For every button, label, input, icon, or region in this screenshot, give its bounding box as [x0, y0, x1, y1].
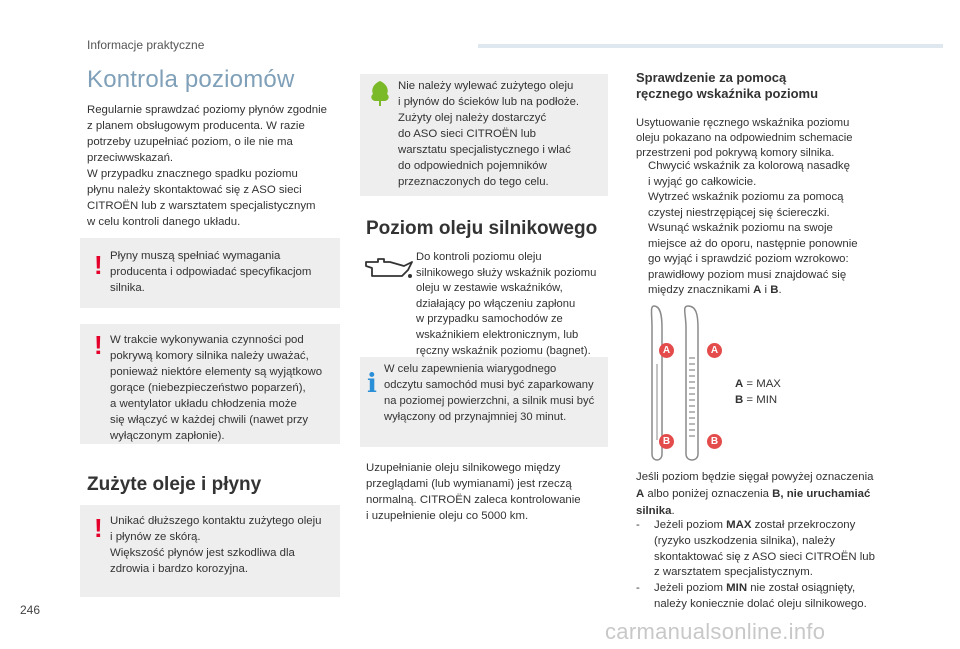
- warning-icon: !: [94, 513, 103, 543]
- and-text: i: [761, 284, 771, 296]
- cond-warning: , nie uruchamiać: [780, 488, 871, 500]
- sub-text-2: [654, 581, 867, 613]
- info-text: W celu zapewnienia wiarygodnego odczytu samochód musi być zaparkowany na poziomej powierzchni, a silnik musi być wyłączony od przynajmniej 30 minut.: [384, 363, 595, 423]
- condition-line-2: [636, 486, 916, 503]
- warning-box-engine: [80, 324, 340, 444]
- marker-a-right: A: [707, 343, 722, 358]
- warning-box-fluids: [80, 238, 340, 308]
- condition-line-1: Jeśli poziom będzie sięgał powyżej oznaczenia: [636, 471, 874, 483]
- sub1-a: Jeżeli poziom: [654, 519, 727, 531]
- list-item: [636, 518, 916, 581]
- dash-marker: -: [636, 519, 640, 531]
- marker-b-left: B: [659, 434, 674, 449]
- intro-text: Regularnie sprawdzać poziomy płynów zgodnie z planem obsługowym producenta. W razie potrzeby uzupełniać poziom, o ile nie ma przeciwwskazań. W przypadku znacznego spadku poziomu płynu należy skontaktować się z ASO sieci CITROËN lub z warsztatem specjalistycznym w celu kontroli danego układu.: [87, 104, 327, 228]
- warning-text: Płyny muszą spełniać wymagania producenta i odpowiadać specyfikacjom silnika.: [110, 250, 312, 294]
- oil-indicator-text: Do kontroli poziomu oleju silnikowego służy wskaźnik poziomu oleju w zestawie wskaźników, działający po włączeniu zapłonu w przypadku samochodów ze wskaźnikiem elektronicznym, lub ręczny wskaźnik poziomu (bagnet).: [416, 251, 597, 357]
- info-icon: i: [367, 369, 377, 399]
- eco-box: [360, 74, 608, 196]
- sub-text-1: [654, 518, 875, 581]
- dash-marker: -: [636, 582, 640, 595]
- sub-list: [636, 518, 916, 613]
- tree-icon: [368, 80, 392, 106]
- oil-can-icon: [364, 256, 414, 282]
- step-end: .: [778, 284, 782, 296]
- page-title: Kontrola poziomów: [87, 66, 295, 93]
- legend-min: [735, 392, 777, 408]
- eco-text: Nie należy wylewać zużytego oleju i płynów do ścieków lub na podłoże. Zużyty olej należy dostarczyć do ASO sieci CITROËN lub warsztatu specjalistycznego i wlać do odpowiednich pojemników przeznaczonych do tego celu.: [398, 80, 580, 188]
- section-header: Informacje praktyczne: [87, 38, 205, 52]
- page-number: 246: [20, 603, 41, 617]
- subsection-title: Sprawdzenie za pomocą ręcznego wskaźnika poziomu: [636, 70, 819, 101]
- legend-key-b: B: [735, 394, 744, 406]
- list-item: [636, 159, 916, 190]
- sub2-c: nie został osiągnięty, należy koniecznie dolać oleju silnikowego.: [654, 582, 867, 610]
- step-text: Chwycić wskaźnik za kolorową nasadkę i wyjąć go całkowicie.: [648, 160, 850, 188]
- cond-engine: silnika: [636, 505, 672, 517]
- legend-val-b: = MIN: [743, 394, 778, 406]
- sub1-c: został przekroczony (ryzyko uszkodzenia silnika), należy skontaktować się z ASO sieci CITROËN lub z warsztatem specjalistycznym.: [654, 519, 875, 579]
- sub2-min: MIN: [726, 582, 748, 595]
- refill-text: Uzupełnianie oleju silnikowego między przeglądami (lub wymianami) jest rzeczą normalną. CITROËN zaleca kontrolowanie i uzupełnienie oleju co 5000 km.: [366, 462, 581, 522]
- marker-a-left: A: [659, 343, 674, 358]
- legend-key-a: A: [735, 378, 744, 390]
- bullet-icon: [636, 190, 648, 221]
- dipstick-intro: Usytuowanie ręcznego wskaźnika poziomu oleju pokazano na odpowiednim schemacie przestrzeni pod pokrywą komory silnika.: [636, 117, 853, 159]
- warning-text: Unikać dłuższego kontaktu zużytego oleju i płynów ze skórą. Większość płynów jest szkodliwa dla zdrowia i bardzo korozyjna.: [110, 515, 322, 575]
- step-text: Wytrzeć wskaźnik poziomu za pomocą czystej niestrzępiącej się ściereczki.: [648, 191, 844, 219]
- cond-a: A: [636, 488, 645, 500]
- header-bar: [478, 44, 943, 48]
- watermark: carmanualsonline.info: [605, 619, 826, 644]
- condition-text: [636, 469, 916, 520]
- marker-ref-a: A: [753, 284, 762, 296]
- warning-icon: !: [94, 330, 103, 360]
- legend-max: [735, 376, 781, 392]
- bullet-icon: [636, 159, 648, 190]
- marker-b-right: B: [707, 434, 722, 449]
- list-item: [636, 581, 916, 613]
- step-text-main: Wsunąć wskaźnik poziomu na swoje miejsce aż do oporu, następnie ponownie go wyjąć i sprawdzić poziom wzrokowo: prawidłowy poziom musi znajdować się między znacznikami: [648, 222, 858, 296]
- legend-val-a: = MAX: [743, 378, 781, 390]
- list-item: [636, 190, 916, 221]
- cond-b: B: [772, 488, 781, 500]
- cond-dot: .: [671, 505, 675, 517]
- list-item: [636, 221, 916, 299]
- info-box: [360, 357, 608, 447]
- step-text: [648, 221, 858, 299]
- warning-text: W trakcie wykonywania czynności pod pokrywą komory silnika należy uważać, ponieważ niektóre elementy są wyjątkowo gorące (niebezpieczeństwo poparzeń), a wentylator układu chłodzenia może się włączyć w każdej chwili (nawet przy wyłączonym zapłonie).: [110, 334, 323, 442]
- section-title-oil-level: Poziom oleju silnikowego: [366, 218, 598, 239]
- sub1-max: MAX: [726, 519, 752, 531]
- marker-ref-b: B: [770, 284, 779, 296]
- warning-icon: !: [94, 250, 103, 280]
- bullet-icon: [636, 221, 648, 299]
- cond-mid: albo poniżej oznaczenia: [644, 488, 773, 500]
- warning-box-skin: [80, 505, 340, 597]
- sub2-a: Jeżeli poziom: [654, 582, 727, 595]
- steps-list: [636, 159, 916, 299]
- section-title-oils: Zużyte oleje i płyny: [87, 474, 262, 495]
